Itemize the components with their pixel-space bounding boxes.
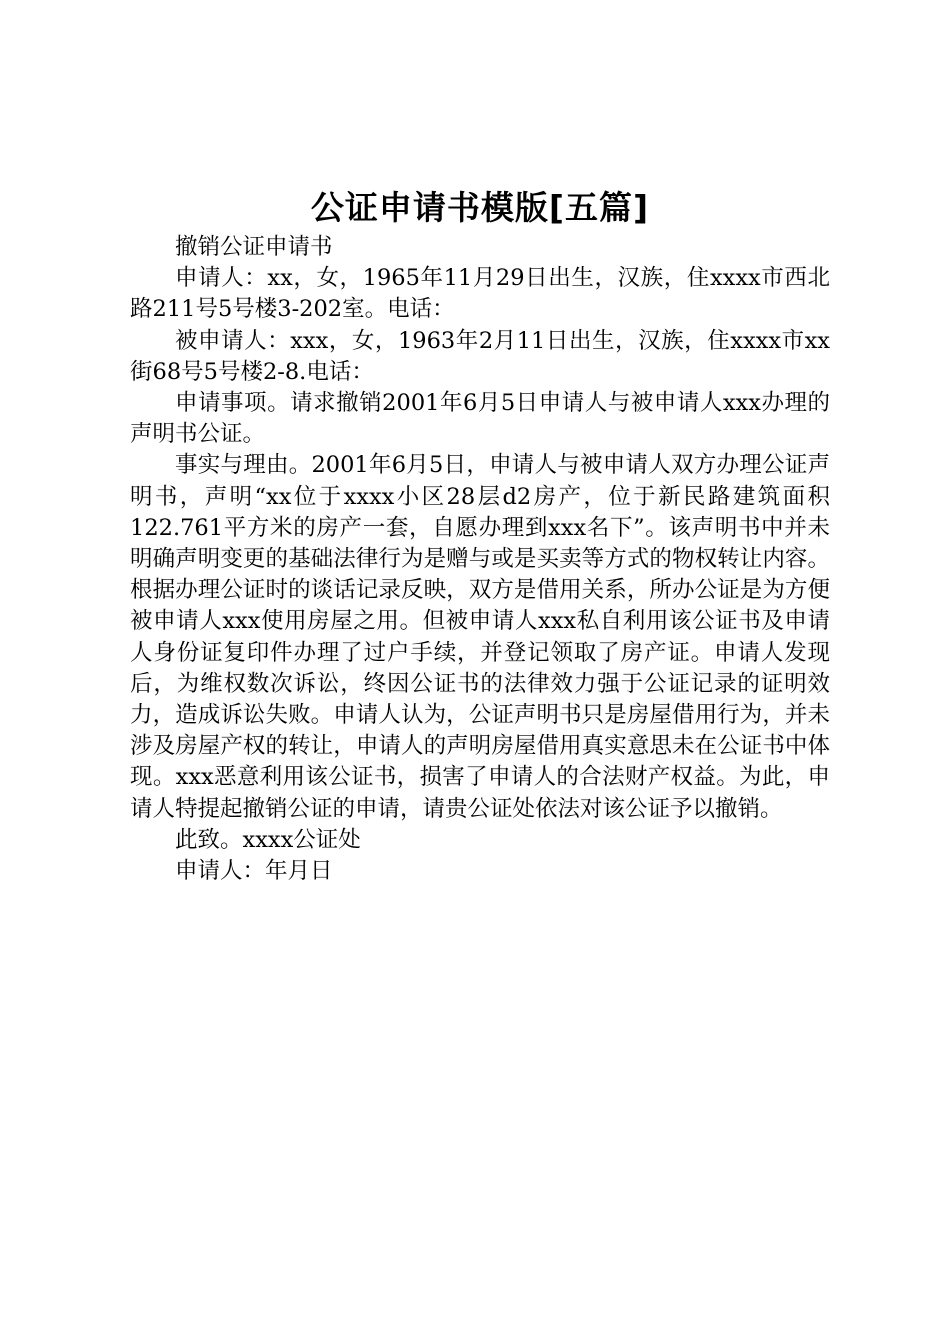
- document-title: 公证申请书模版[五篇]: [310, 188, 650, 227]
- paragraph-facts-reasons: 事实与理由。2001年6月5日，申请人与被申请人双方办理公证声明书，声明“xx位于xxxx小区28层d2房产，位于新民路建筑面积122.761平方米的房产一套，自愿办理到xxx名下”。该声明书中并未明确声明变更的基础法律行为是赠与或是买卖等方式的物权转让内容。根据办理公证时的谈话记录反映，双方是借用关系，所办公证是为方便被申请人xxx使用房屋之用。但被申请人xxx私自利用该公证书及申请人身份证复印件办理了过户手续，并登记领取了房产证。申请人发现后，为维权数次诉讼，终因公证书的法律效力强于公证记录的证明效力，造成诉讼失败。申请人认为，公证声明书只是房屋借用行为，并未涉及房屋产权的转让，申请人的声明房屋借用真实意思未在公证书中体现。xxx恶意利用该公证书，损害了申请人的合法财产权益。为此，申请人特提起撤销公证的申请，请贵公证处依法对该公证予以撤销。: [130, 452, 830, 822]
- paragraph-salutation: 此致。xxxx公证处: [175, 826, 361, 853]
- paragraph-request: 申请事项。请求撤销2001年6月5日申请人与被申请人xxx办理的声明书公证。: [130, 390, 830, 448]
- document-body: [130, 232, 830, 887]
- paragraph-signature: 申请人：年月日: [175, 858, 333, 885]
- paragraph-applicant: 申请人：xx，女，1965年11月29日出生，汉族，住xxxx市西北路211号5号楼3-202室。电话：: [130, 265, 830, 323]
- paragraph-respondent: 被申请人：xxx，女，1963年2月11日出生，汉族，住xxxx市xx街68号5号楼2-8.电话：: [130, 327, 830, 385]
- paragraph-heading: 撤销公证申请书: [175, 234, 333, 260]
